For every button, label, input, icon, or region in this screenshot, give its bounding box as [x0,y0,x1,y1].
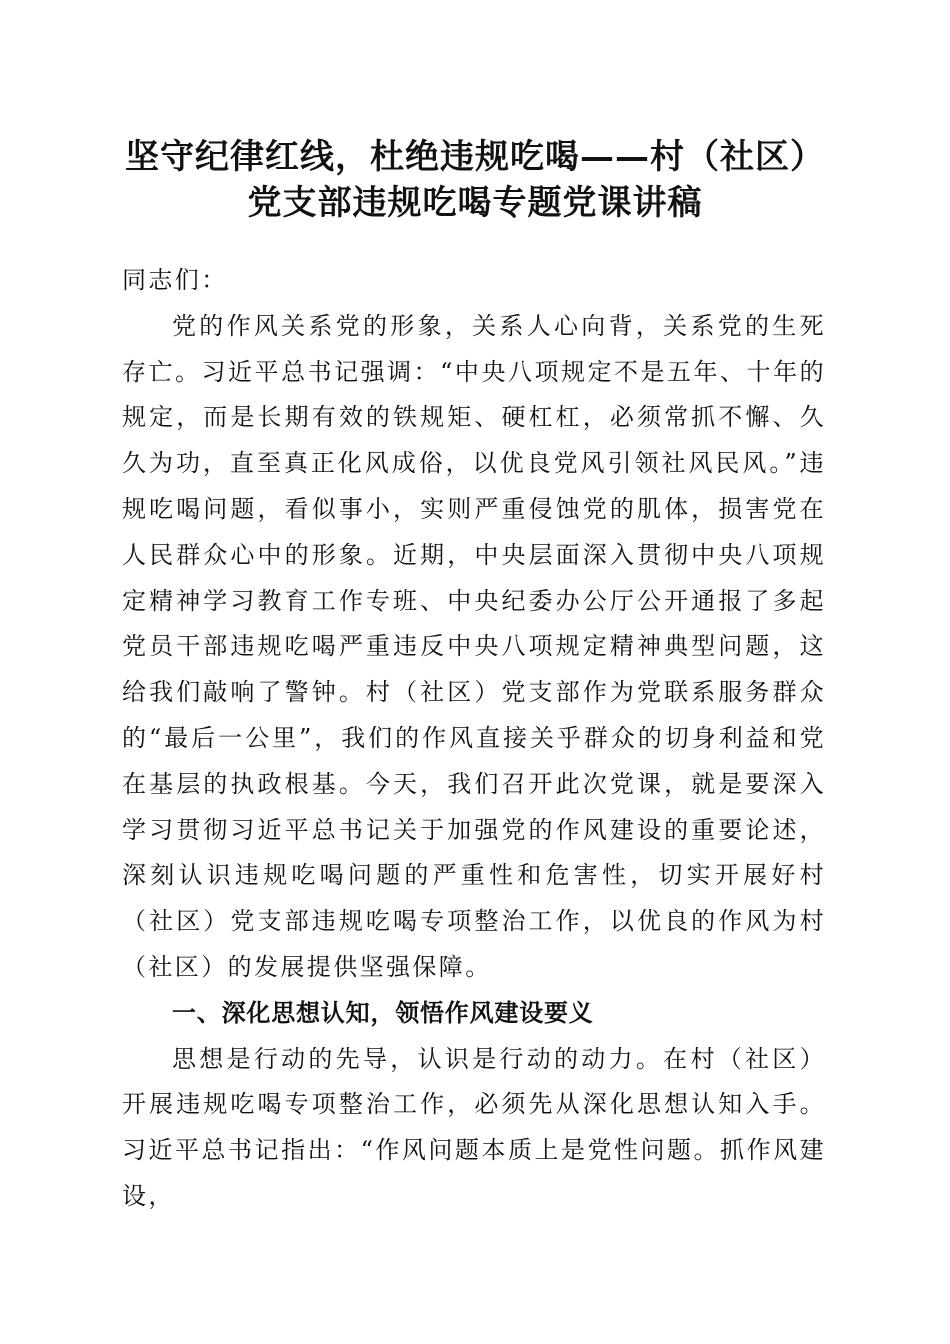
salutation: 同志们： [122,266,228,294]
section-heading-1: 一、深化思想认知，领悟作风建设要义 [172,998,594,1027]
title-line-1: 坚守纪律红线，杜绝违规吃喝——村（社区） [125,137,825,177]
paragraph-intro: 党的作风关系党的形象，关系人心向背，关系党的生死存亡。习近平总书记强调：“中央八项规定不是五年、十年的规定，而是长期有效的铁规矩、硬杠杠，必须常抓不懈、久久为功，直至真正化风成俗，以优良党风引领社风民风。”违规吃喝问题，看似事小，实则严重侵蚀党的肌体，损害党在人民群众心中的形象。近期，中央层面深入贯彻中央八项规定精神学习教育工作专班、中央纪委办公厅公开通报了多起党员干部违规吃喝严重违反中央八项规定精神典型问题，这给我们敲响了警钟。村（社区）党支部作为党联系服务群众的“最后一公里”，我们的作风直接关乎群众的切身利益和党在基层的执政根基。今天，我们召开此次党课，就是要深入学习贯彻习近平总书记关于加强党的作风建设的重要论述，深刻认识违规吃喝问题的严重性和危害性，切实开展好村（社区）党支部违规吃喝专项整治工作，以优良的作风为村（社区）的发展提供坚强保障。 [122,311,826,981]
paragraph-section-1: 思想是行动的先导，认识是行动的动力。在村（社区）开展违规吃喝专项整治工作，必须先从深化思想认知入手。习近平总书记指出：“作风问题本质上是党性问题。抓作风建设， [122,1044,826,1210]
title-line-2: 党支部违规吃喝专题党课讲稿 [247,183,703,223]
document-title [100,134,850,226]
document-body [122,258,826,1220]
